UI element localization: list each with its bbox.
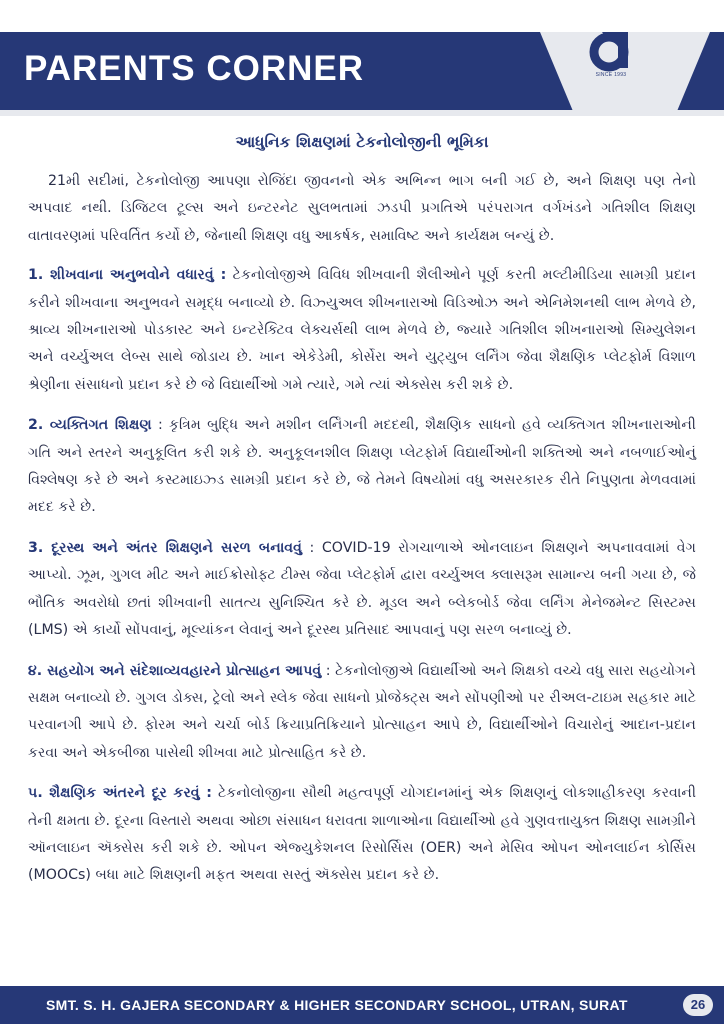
section-paragraph bbox=[28, 780, 696, 890]
logo-since-text: SINCE 1993 bbox=[595, 72, 627, 78]
section-heading: ૪. સહયોગ અને સંદેશાવ્યવહારને પ્રોત્સાહન આપવું bbox=[28, 662, 322, 679]
section-heading: 3. દૂરસ્થ અને અંતર શિક્ષણને સરળ બનાવવું bbox=[28, 539, 302, 556]
section-body: : COVID-19 રોગચાળાએ ઓનલાઇન શિક્ષણને અપનાવવામાં વેગ આપ્યો. ઝૂમ, ગુગલ મીટ અને માઈક્રોસોફ્ટ ટીમ્સ જેવા પ્લેટફોર્મ દ્વારા વર્ચ્યુઅલ ક્લાસરૂમ સામાન્ય બની ગયા છે, જે ભૌતિક અવરોધો છતાં શીખવાની સાતત્ય સુનિશ્ચિત કરે છે. મૂડલ અને બ્લેકબોર્ડ જેવા લર્નિંગ મેનેજમેન્ટ સિસ્ટમ્સ (LMS) એ કાર્યો સોંપવાનું, મૂલ્યાંકન લેવાનું અને દૂરસ્થ પ્રતિસાદ આપવાનું પણ સરળ બનાવ્યું છે. bbox=[28, 539, 696, 639]
section-paragraph bbox=[28, 262, 696, 399]
section-heading: ૫. શૈક્ષણિક અંતરને દૂર કરવું : bbox=[28, 785, 212, 802]
page-title: PARENTS CORNER bbox=[24, 49, 365, 88]
section-body: ટેકનોલોજીએ વિવિધ શીખવાની શૈલીઓને પૂર્ણ કરતી મલ્ટીમીડિયા સામગ્રી પ્રદાન કરીને શીખવાના અનુભવને સમૃદ્ધ બનાવ્યો છે. વિઝ્યુઅલ શીખનારાઓ વિડિઓઝ અને એનિમેશનથી લાભ મેળવે છે, શ્રાવ્ય શીખનારાઓ પોડકાસ્ટ અને ઇન્ટરેક્ટિવ લેક્ચર્સથી લાભ મેળવે છે, જ્યારે ગતિશીલ શીખનારાઓ સિમ્યુલેશન અને વર્ચ્યુઅલ લેબ્સ સાથે જોડાય છે. ખાન એકેડેમી, કોર્સેરા અને યુટ્યુબ લર્નિંગ જેવા શૈક્ષણિક પ્લેટફોર્મ વિશાળ શ્રેણીના સંસાધનો પ્રદાન કરે છે જે વિદ્યાર્થીઓ ગમે ત્યારે, ગમે ત્યાં એક્સેસ કરી શકે છે. bbox=[28, 267, 696, 393]
intro-paragraph: 21મી સદીમાં, ટેકનોલોજી આપણા રોજિંદા જીવનનો એક અભિન્ન ભાગ બની ગઈ છે, અને શિક્ષણ પણ તેનો અપવાદ નથી. ડિજિટલ ટૂલ્સ અને ઇન્ટરનેટ સુલભતામાં ઝડપી પ્રગતિએ પરંપરાગત વર્ગખંડને ગતિશીલ શિક્ષણ વાતાવરણમાં પરિવર્તિત કર્યો છે, જેનાથી શિક્ષણ વધુ આકર્ષક, સમાવિષ્ટ અને કાર્યક્ષમ બન્યું છે. bbox=[28, 173, 696, 244]
section-heading: 1. શીખવાના અનુભવોને વધારવું : bbox=[28, 267, 227, 284]
footer-school-name: SMT. S. H. GAJERA SECONDARY & HIGHER SECONDARY SCHOOL, UTRAN, SURAT bbox=[46, 997, 628, 1013]
article-title: આધુનિક શિક્ષણમાં ટેકનોલોજીની ભૂમિકા bbox=[235, 133, 489, 151]
section-body: : ટેકનોલોજીએ વિદ્યાર્થીઓ અને શિક્ષકો વચ્ચે વધુ સારા સહયોગને સક્ષમ બનાવ્યો છે. ગુગલ ડોક્સ, ટ્રેલો અને સ્લેક જેવા સાધનો પ્રોજેક્ટ્સ અને સોંપણીઓ પર રીઅલ-ટાઇમ સહકાર માટે પરવાનગી આપે છે. ફોરમ અને ચર્ચા બોર્ડ ક્રિયાપ્રતિક્રિયાને પ્રોત્સાહન આપે છે, વિદ્યાર્થીઓને વિચારોનું આદાન-પ્રદાન કરવા અને એકબીજા પાસેથી શીખવા માટે પ્રોત્સાહિત કરે છે. bbox=[28, 662, 696, 761]
page-number-badge: 26 bbox=[683, 994, 713, 1016]
school-logo-icon bbox=[588, 28, 634, 72]
section-paragraph bbox=[28, 535, 696, 645]
section-body: : કૃત્રિમ બુદ્ધિ અને મશીન લર્નિંગની મદદથી, શૈક્ષણિક સાધનો હવે વ્યક્તિગત શીખનારાઓની ગતિ અને સ્તરને અનુકૂલિત કરી શકે છે. અનુકૂલનશીલ શિક્ષણ પ્લેટફોર્મ વિદ્યાર્થીઓની શક્તિઓ અને નબળાઈઓનું વિશ્લેષણ કરે છે અને કસ્ટમાઇઝ્ડ સામગ્રી પ્રદાન કરે છે, જે તેમને વિષયોમાં વધુ અસરકારક રીતે નિપુણતા મેળવવામાં મદદ કરે છે. bbox=[28, 417, 696, 516]
article bbox=[28, 126, 696, 903]
section-body: ટેકનોલોજીના સૌથી મહત્વપૂર્ણ યોગદાનમાંનું એક શિક્ષણનું લોકશાહીકરણ કરવાની તેની ક્ષમતા છે. દૂરના વિસ્તારો અથવા ઓછા સંસાધન ધરાવતા શાળાઓના વિદ્યાર્થીઓ હવે ગુણવત્તાયુક્ત શિક્ષણ સામગ્રીને ઑનલાઇન ઍક્સેસ કરી શકે છે. ઓપન એજ્યુકેશનલ રિસોર્સિસ (OER) અને મેસિવ ઓપન ઓનલાઈન કોર્સિસ (MOOCs) બધા માટે શિક્ષણની મફત અથવા સસ્તું ઍક્સેસ પ્રદાન કરે છે. bbox=[28, 785, 696, 884]
section-paragraph bbox=[28, 658, 696, 768]
section-paragraph bbox=[28, 412, 696, 522]
section-heading: 2. વ્યક્તિગત શિક્ષણ bbox=[28, 417, 152, 434]
